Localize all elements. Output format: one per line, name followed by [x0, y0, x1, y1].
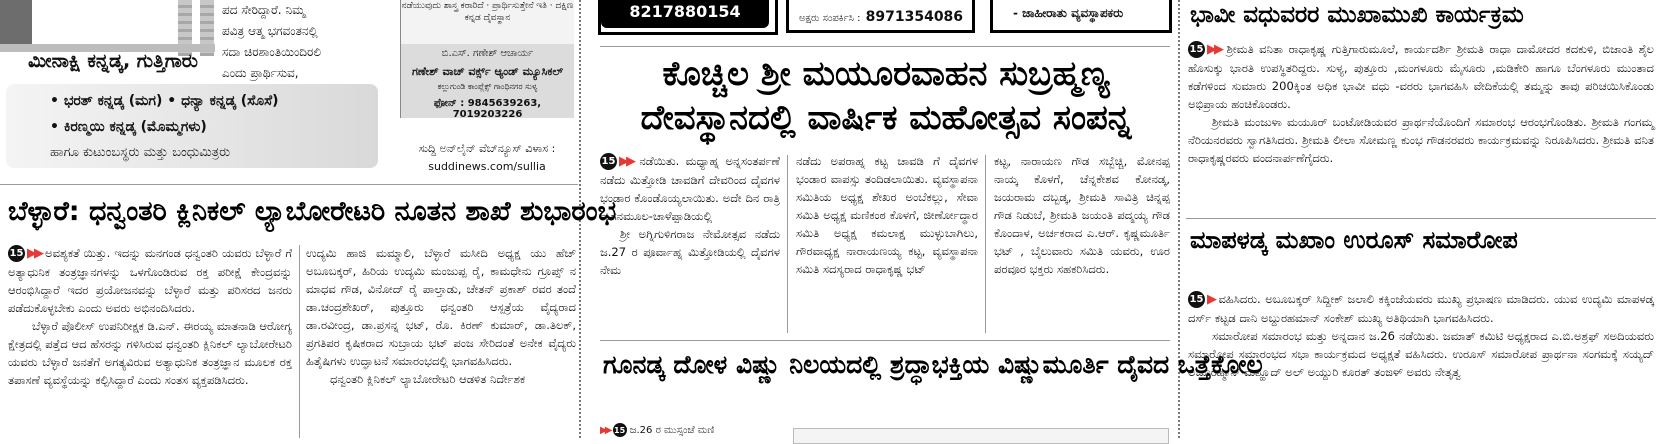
story-left-headline: ಬೆಳ್ಳಾರೆ: ಧನ್ವಂತರಿ ಕ್ಲಿನಿಕಲ್ ಲ್ಯಾಬೋರೇಟರಿ ನೂತನ ಶಾಖೆ ಶುಭಾರಂಭ — [8, 196, 617, 227]
web-label: ಸುದ್ದಿ ಅನ್‌ಲೈನ್ ವೆಬ್‌ನ್ಯೂಸ್ ವಿಳಾಸ : — [418, 142, 556, 155]
message-line: ಪವಿತ್ರ ಆತ್ಮ ಭಗವಂತನಲ್ಲಿ — [222, 24, 318, 38]
arrow-icon: ▶▶ — [1207, 41, 1221, 57]
family-list — [50, 88, 279, 166]
advertiser-phone: ಫೋನ್ : 9845639263, 7019203226 — [433, 98, 542, 120]
story-text: ಶ್ರೀ ಅಗ್ನಿಗುಳಿಗರಾಜ ನೇಮೋತ್ಸವ ನಡೆದು ಜ.27 ರ ಪೂರ್ವಾಹ್ನ ಮಿತ್ತೋಡಿಯಲ್ಲಿ ದೈವಗಳ ನೇಮ — [600, 226, 780, 277]
arrow-icon: ▶ — [1207, 291, 1214, 307]
story-text: ಶ್ರೀಮತಿ ಮಂಜುಳಾ ಮಯೂರ್ ಬಂಟೋಡಿಯವರ ಪ್ರಾರ್ಥನೆಯೊಂದಿಗೆ ಸಮಾರಂಭ ಆರಂಭಗೊಂಡಿತು. ಶ್ರೀಮತಿ ಗಂಗಮ್ಮ ನೆರಿಯನರವರು ಸ್ವಾಗತಿಸಿದರು. ಶ್ರೀಮತಿ ಲೀಲಾ ಸೋಮಣ್ಣ ಕುಂಭ ಗೌಡನರವರು ಕಾರ್ಯಕ್ರಮವನ್ನು ನಿರೂಪಿಸಿದರು. ಶ್ರೀಮತಿ ವನಿತ ರಾಧಾಕೃಷ್ಣರವರು ವಂದನಾರ್ಪಣೆಗೈದರು. — [1188, 114, 1654, 165]
ad-phone-1: 8217880154 — [601, 0, 769, 28]
logo-number: 15 — [8, 245, 25, 262]
story-center-bottom — [600, 423, 714, 437]
column-rule — [299, 245, 300, 438]
logo-number: 15 — [1188, 41, 1205, 58]
message-line: ಎಂದು ಪ್ರಾರ್ಥಿಸುವ, — [222, 66, 299, 80]
logo-number: 15 — [1188, 291, 1205, 308]
arrow-icon: ▶▶ — [619, 153, 633, 169]
logo-number: 15 — [613, 423, 627, 437]
obituary-message — [222, 0, 402, 84]
headline-line: ಕೊಚ್ಚಿಲ ಶ್ರೀ ಮಯೂರವಾಹನ ಸುಬ್ರಹ್ಮಣ್ಯ — [662, 54, 1110, 94]
story-right1-headline: ಭಾವೀ ವಧುವರರ ಮುಖಾಮುಖಿ ಕಾರ್ಯಕ್ರಮ — [1190, 2, 1524, 28]
story-text: ಶ್ರೀಮತಿ ವನಿತಾ ರಾಧಾಕೃಷ್ಣ ಗುತ್ತಿಗಾರುಮೂಲೆ, ಕಾರ್ಯದರ್ಶಿ ಶ್ರೀಮತಿ ರಾಧಾ ದಾಮೋದರ ಕದಕುಳಿ, ಬಿಜಾಂತಿ ಶೈಲ ಹೊಸುಕ್ಕು ಭಾರತಿ ಉಪಸ್ಥಿತರಿದ್ದರು. ಸುಳ್ಯ, ಪುತ್ತೂರು ,ಮಂಗಳೂರು ಮೈಸೂರು ,ಮಡಿಕೇರಿ ಹಾಗೂ ಬೆಂಗಳೂರು ಮುಂತಾದ ಕಡೆಗಳಿಂದ ಸುಮಾರು 200ಕ್ಕಿಂತ ಅಧಿಕ ಭಾವೀ ವಧು -ವರರು ಭಾಗವಹಿಸಿ ವೇದಿಕೆಯಲ್ಲಿ ತಮ್ಮನ್ನು ತಾವು ಪರಿಚಯಿಸಿಕೊಂಡು ಅಭಿಪ್ರಾಯ ಹಂಚಿಕೊಂಡರು. — [1188, 42, 1654, 111]
column-rule — [985, 155, 986, 333]
column-rule — [787, 155, 788, 333]
obituary-photo — [0, 0, 32, 46]
story-text: ಸಮಾರೋಪ ಸಮಾರಂಭ ಮತ್ತು ಅನ್ನದಾನ ಜ.26 ನಡೆಯಿತು. ಜಮಾತ್ ಕಮಿಟಿ ಅಧ್ಯಕ್ಷರಾದ ಎ.ಬಿ.ಅಶ್ರಫ್ ಸಅದಿಯವರು ಸಮಾರೋಪ ಸಮಾರಂಭದ ಸಭಾ ಕಾರ್ಯಕ್ರಮದ ಅಧ್ಯಕ್ಷತೆ ವಹಿಸಿದರು. ಉರೂಸ್ ಸಮಾರೋಪ ಪ್ರಾರ್ಥನಾ ಸಂಗಮಕ್ಕೆ ಸಯ್ಯದ್ ಅಬೂರಹ್ಮಾನ್ ಮಶ್ಹೂದ್ ಅಲ್ ಅಯ್ದುರಿ ಕೂರತ್ ತಂಙಳ್ ಅವರು ನೇತೃತ್ವ — [1188, 328, 1654, 379]
ad-manager-label: - ಜಾಹೀರಾತು ವ್ಯವಸ್ಥಾಪಕರು — [1013, 6, 1124, 20]
headline-line: ದೇವಸ್ಥಾನದಲ್ಲಿ ವಾರ್ಷಿಕ ಮಹೋತ್ಸವ ಸಂಪನ್ನ — [640, 98, 1132, 138]
story-right2-headline: ಮಾಪಳಡ್ಕ ಮಖಾಂ ಉರೂಸ್ ಸಮಾರೋಪ — [1190, 226, 1518, 254]
advertiser-address: ಕಲ್ಲುಗುಂಡಿ ಕಾಂಪ್ಲೆಕ್ಸ್ ಗಾಂಧಿನಗರ ಸುಳ್ಯ — [437, 82, 538, 91]
suddi-logo — [8, 245, 41, 263]
suddi-web-note — [402, 140, 572, 176]
arrow-icon: ▶▶ — [27, 245, 41, 261]
story-center-headline — [616, 52, 1156, 140]
suddi-logo — [1188, 291, 1214, 309]
story-left-col1 — [8, 244, 292, 389]
section-divider — [600, 46, 1170, 47]
story-center-col3: ಕಟ್ಟ, ನಾರಾಯಣ ಗೌಡ ಸಬ್ಬೆಚ್ಚಿ, ಮೋನಪ್ಪ ನಾಯ್ಕ ಕೊಳಗೆ, ಚೆನ್ನಕೇಶವ ಕೋನಡ್ಕ, ಜಯರಾಮ ದಬ್ಬಡ್ಕ, ಶ್ರೀಮತಿ ಸಾವಿತ್ರಿ ಚಿನ್ನಪ್ಪ ಗೌಡ ನಿಡುಬೆ, ಶ್ರೀಮತಿ ಜಯಂತಿ ಪದ್ಮಯ್ಯ ಗೌಡ ಕೊಂದಾಳ, ಅರ್ಚಕರಾದ ಎ.ಆರ್. ಕೃಷ್ಣಮೂರ್ತಿ ಭಟ್ , ಬೈಲುವಾರು ಸಮಿತಿ ಯವರು, ಊರ ಪರವೂರ ಭಕ್ತರು ಸಹಕರಿಸಿದರು. — [994, 154, 1170, 276]
obituary-ad — [0, 0, 400, 183]
message-line: ಸದಾ ಚಿರಶಾಂತಿಯಿಂದಿರಲಿ — [222, 45, 322, 59]
story-left-col2 — [306, 244, 576, 388]
family-line: • ಕಿರಣ್ಮಯಿ ಕನ್ನಡ್ಕ (ಮೊಮ್ಮಗಳು) — [50, 119, 207, 135]
section-divider — [600, 340, 1170, 341]
suddi-logo — [1188, 41, 1221, 59]
story-text: ನಡೆಯಿತು. ಮಧ್ಯಾಹ್ನ ಅನ್ನಸಂತರ್ಪಣೆ ನಡೆದು ಮಿತ್ತೋಡಿ ಚಾವಡಿಗೆ ದೇವರಿಂದ ದೈವಗಳ ಭಂಡಾರ ಕೊಂಡೊಯ್ಯಲಾಯಿತು. ಅದೇ ದಿನ ರಾತ್ರಿ ನಾಗನಮೂಲ-ಚಾಳೆಪ್ಪಾಡಿಯಲ್ಲಿ — [600, 154, 781, 223]
story-text: ಧನ್ವಂತರಿ ಕ್ಲಿನಿಕಲ್ ಲ್ಯಾಬೋರೇಟರಿ ಆಡಳಿತ ನಿರ್ದೇಶಕ — [330, 372, 526, 386]
arrow-icon: ▶▶ — [600, 425, 610, 436]
story-text: ಬೆಳ್ಳಾರೆ ಪೊಲೀಸ್ ಉಪನಿರೀಕ್ಷಕ ಡಿ.ಎನ್. ಈರಯ್ಯ ಮಾತನಾಡಿ ಆರೋಗ್ಯ ಕ್ಷೇತ್ರದಲ್ಲಿ ಪತ್ತೆದ ಆದ ಹೆಸರನ್ನು ಗಳಿಸಿರುವ ಧನ್ವಂತರಿ ಕ್ಲಿನಿಕಲ್ ಲ್ಯಾಬೋರೇಟರಿ ಯವರು ಬೆಳ್ಳಾರೆ ಜನತೆಗೆ ಅಗತ್ಯವಿರುವ ಅತ್ಯಾಧುನಿಕ ತಂತ್ರಜ್ಞಾನ ಮೂಲಕ ರಕ್ತ ತಪಾಸಣೆ ವ್ಯವಸ್ಥೆಯನ್ನು ಕಲ್ಪಿಸಿದ್ದಾರೆ ಎಂದು ಸಂತಸ ವ್ಯಕ್ತಪಡಿಸಿದರು. — [8, 318, 292, 387]
family-line: • ಭರತ್ ಕನ್ನಡ್ಕ (ಮಗ) • ಧನ್ಯಾ ಕನ್ನಡ್ಕ (ಸೊಸೆ) — [50, 93, 279, 109]
advertiser-top-text: ನಡೆಯುವುದು ಶಾಸ್ತ್ರ ಕರಾರಿದೆ · ಪ್ರಾರ್ಥಿಸುತ್ತೇನೆ ಇತಿ · ದಕ್ಷಿಣ ಕನ್ನಡ ದೈವಸ್ಥಾನ — [401, 0, 574, 44]
suddi-logo — [600, 153, 633, 171]
ad-frame-3 — [990, 0, 1172, 33]
family-line: ಹಾಗೂ ಕುಟುಂಬಸ್ಥರು ಮತ್ತು ಬಂಧುಮಿತ್ರರು — [50, 145, 231, 160]
advertiser-business: ಗಣೇಶ್ ವಾಚ್ ವರ್ಕ್ಸ್ ಆ್ಯಂಡ್ ಮ್ಯೂಸಿಕಲ್ — [411, 65, 564, 78]
story-right2-body — [1188, 290, 1654, 381]
story-text: ವಹಿಸಿದರು. ಅಬೂಬಕ್ಕರ್ ಸಿದ್ದೀಕ್ ಜಲಾಲಿ ಕಕ್ಕಿಂಜೆಯವರು ಮುಖ್ಯ ಪ್ರಭಾಷಣ ಮಾಡಿದರು. ಯುವ ಉದ್ಯಮಿ ಮಾಪಳಡ್ಕ ದರ್ಸ್ ಕಟ್ಟಡ ದಾನಿ ಅಬ್ದುರಹಮಾನ್ ಸಂಕೇಶ್ ಮುಖ್ಯ ಅತಿಥಿಯಾಗಿ ಭಾಗವಹಿಸಿದರು. — [1188, 292, 1655, 325]
message-line: ಪದ ಸೇರಿದ್ದಾರೆ. ನಿಮ್ಮ — [222, 3, 306, 17]
story-center-col2: ನಡೆದು ಅಪರಾಹ್ನ ಕಟ್ಟ ಚಾವಡಿ ಗೆ ದೈವಗಳ ಭಂಡಾರ ವಾಪಸ್ಸು ತಂದಿಡಲಾಯಿತು. ವ್ಯವಸ್ಥಾಪನಾ ಸಮಿತಿಯ ಅಧ್ಯಕ್ಷ ಶೇಖರ ಅಂಬೆಕಲ್ಲು, ಸೇವಾ ಸಮಿತಿ ಅಧ್ಯಕ್ಷ ಮಣಿಕಂಠ ಕೊಳಗೆ, ಜೀರ್ಣೋದ್ಧಾರ ಸಮಿತಿ ಅಧ್ಯಕ್ಷ ಕಮಲಾಕ್ಷ ಮುಳ್ಳುಬಾಗಿಲು, ಗೌರವಾಧ್ಯಕ್ಷ ನಾರಾಯಣಯ್ಯ ಕಟ್ಟ, ವ್ಯವಸ್ಥಾಪನಾ ಸಮಿತಿ ಸದಸ್ಯರಾದ ರಾಧಾಕೃಷ್ಣ ಭಟ್ — [796, 154, 978, 276]
story-center-headline-2: ಗೂನಡ್ಕ ದೋಳ ವಿಷ್ಣು ನಿಲಯದಲ್ಲಿ ಶ್ರದ್ಧಾಭಕ್ತಿಯ ವಿಷ್ಣುಮೂರ್ತಿ ದೈವದ ಒತ್ತೆಕೋಲ — [603, 350, 1263, 379]
ad-contact — [799, 6, 963, 25]
web-url[interactable]: suddinews.com/sullia — [428, 160, 546, 173]
story-center-col1 — [600, 152, 780, 279]
story-text: ಉದ್ಯಮಿ ಹಾಜಿ ಮಮ್ಮಾಲಿ, ಬೆಳ್ಳಾರೆ ಮಸೀದಿ ಅಧ್ಯಕ್ಷ ಯು ಹೆಚ್ ಅಬೂಬಕ್ಕರ್, ಹಿರಿಯ ಉದ್ಯಮಿ ಮಂಜುಪ್ಪ ರೈ, ಕಾಮಧೇನು ಗ್ರೂಪ್ಸ್ ನ ಮಾಧವ ಗೌಡ, ವಿನೋದ್ ರೈ ಪಾಲ್ತಾಡು, ಚೇತನ್ ಪ್ರಕಾಶ್ ರವರ ತಂದೆ ಡಾ.ಚಂದ್ರಶೇಖರ್, ಪುತ್ತೂರು ಧನ್ವಂತರಿ ಆಸ್ಪತ್ರೆಯ ವೈದ್ಯರಾದ ಡಾ.ರವೀಂದ್ರ, ಡಾ.ಪ್ರಸನ್ನ ಭಟ್, ರೊ. ಕಿರಣ್ ಕುಮಾರ್, ಡಾ.ತಿಲಕ್, ಪ್ರಗತಿಪರ ಕೃಷಿಕರಾದ ಸುಬ್ರಾಯ ಭಟ್ ಪಂಜ ಸೇರಿದಂತೆ ಅನೇಕ ವೈದ್ಯರು ಹಿತೈಷಿಗಳು ಉದ್ಘಾಟನೆ ಸಮಾರಂಭದಲ್ಲಿ ಭಾಗವಹಿಸಿದರು. — [306, 246, 576, 368]
deceased-name: ಮೀನಾಕ್ಷಿ ಕನ್ನಡ್ಕ, ಗುತ್ತಿಗಾರು — [28, 50, 198, 72]
suddi-logo — [613, 423, 627, 437]
ad-frame-2 — [786, 0, 975, 33]
story-right1-body — [1188, 40, 1654, 167]
advertiser-name: ಬಿ.ಎಸ್. ಗಣೇಶ್ ಆಚಾರ್ಯ — [441, 48, 534, 59]
section-divider — [0, 184, 578, 185]
contact-phone: 8971354086 — [865, 9, 964, 25]
ad-frame-1 — [598, 0, 778, 35]
contact-label: ಅಕ್ಷರು ಸಂಪರ್ಕಿಸಿ : — [799, 13, 861, 24]
logo-number: 15 — [600, 153, 617, 170]
advertiser-box — [400, 0, 574, 118]
story-text: ಅವಶ್ಯಕತೆ ಯಿತ್ತು. ಇದನ್ನು ಮನಗಂಡ ಧನ್ವಂತರಿ ಯವರು ಬೆಳ್ಳಾರೆ ಗೆ ಅತ್ಯಾಧುನಿಕ ತಂತ್ರಜ್ಞಾನಗಳನ್ನು ಒಳಗೊಂಡಿರುವ ರಕ್ತ ಪರೀಕ್ಷೆ ಕೇಂದ್ರವನ್ನು ಆರಂಭಿಸಿದ್ದಾರೆ ಇದರ ಪ್ರಯೋಜನವನ್ನು ಬೆಳ್ಳಾರೆ ಮತ್ತು ಪರಿಸರದ ಜನರು ಪಡೆದುಕೊಳ್ಳಬೇಕು ಎಂದು ಅವರು ಅಭಿನಂದಿಸಿದರು. — [8, 246, 292, 315]
story-text: ಜ.26 ರ ಮುಸ್ಸಂಜೆ ಮಣಿ — [629, 425, 715, 436]
section-divider — [1186, 218, 1656, 219]
ad-placeholder — [793, 428, 1169, 444]
